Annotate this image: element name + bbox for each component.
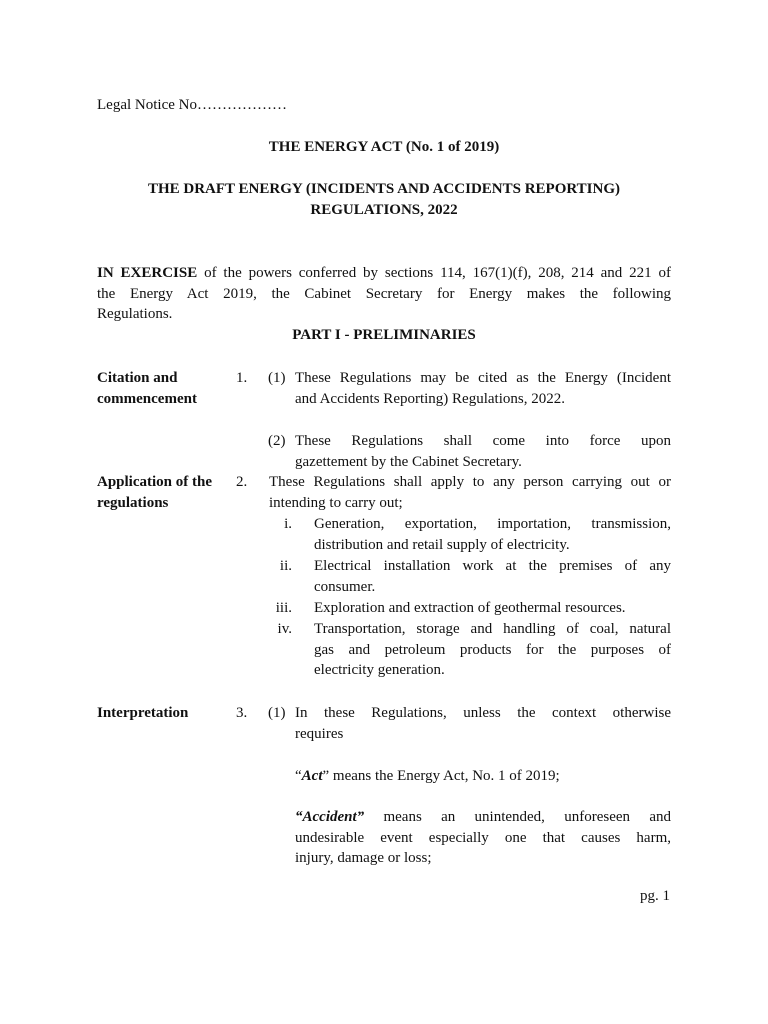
- list-item-line-1: Transportation, storage and handling of coal, natural: [314, 621, 671, 637]
- preamble-lead: IN EXERCISE: [97, 265, 198, 281]
- legal-notice: Legal Notice No………………: [97, 97, 287, 113]
- preamble-line-1-rest: of the powers conferred by sections 114, 167(1)(f), 208, 214 and 221 of: [197, 265, 671, 281]
- section-3-sub-1-label: (1): [268, 705, 286, 721]
- section-2-intro-line-1: These Regulations shall apply to any person carrying out or: [269, 474, 671, 490]
- definition-accident-line-3: injury, damage or loss;: [295, 850, 432, 867]
- list-item: [314, 514, 671, 555]
- list-item-line-1: Electrical installation work at the premises of any: [314, 558, 671, 574]
- preamble-line-1: [97, 263, 671, 284]
- page-number: pg. 1: [640, 888, 670, 904]
- list-item-line-3: electricity generation.: [314, 662, 445, 679]
- section-2-heading-line-1: Application of the: [97, 474, 213, 490]
- list-item: [314, 556, 671, 597]
- section-1-sub-1-line-2: and Accidents Reporting) Regulations, 2022.: [295, 390, 565, 407]
- section-3-number: 3.: [236, 705, 248, 721]
- section-2-intro-line-2: intending to carry out;: [269, 494, 403, 511]
- part-heading: PART I - PRELIMINARIES: [292, 327, 476, 343]
- section-3-heading: Interpretation: [97, 705, 189, 721]
- section-3-sub-1-text: [295, 703, 671, 744]
- section-1-sub-1-text: [295, 368, 671, 409]
- draft-title-line-1: THE DRAFT ENERGY (INCIDENTS AND ACCIDENTS REPORTING): [147, 181, 621, 197]
- list-item-number: i.: [284, 516, 292, 532]
- preamble-line-3: Regulations.: [97, 306, 173, 323]
- section-2-heading-line-2: regulations: [97, 494, 169, 511]
- section-1-number: 1.: [236, 370, 248, 386]
- definition-act-text: ” means the Energy Act, No. 1 of 2019;: [322, 768, 560, 784]
- list-item: [314, 598, 671, 619]
- list-item-number: iii.: [275, 600, 292, 616]
- list-item-number: iv.: [277, 621, 292, 637]
- act-title: THE ENERGY ACT (No. 1 of 2019): [268, 139, 500, 155]
- draft-title-line-2: REGULATIONS, 2022: [310, 202, 458, 218]
- section-1-sub-1-label: (1): [268, 370, 286, 386]
- section-1-sub-1-line-1: These Regulations may be cited as the Energy (Incident: [295, 370, 671, 386]
- section-1-heading: [97, 368, 197, 409]
- list-item-line-1: Exploration and extraction of geothermal resources.: [314, 600, 626, 616]
- definition-act: [295, 766, 560, 787]
- list-item-line-2: gas and petroleum products for the purposes of: [314, 641, 671, 658]
- definition-accident-line-2: undesirable event especially one that causes harm,: [295, 829, 671, 846]
- definition-accident-line-1: [295, 807, 671, 828]
- section-3-sub-1-line-1: In these Regulations, unless the context otherwise: [295, 705, 671, 721]
- definition-accident-term: “Accident”: [295, 809, 365, 825]
- section-2-intro: [269, 472, 671, 513]
- section-1-sub-2-line-2: gazettement by the Cabinet Secretary.: [295, 453, 522, 470]
- section-1-sub-2-label: (2): [268, 433, 286, 449]
- section-1-sub-2-text: [295, 431, 671, 472]
- list-item-number: ii.: [279, 558, 292, 574]
- list-item-line-2: distribution and retail supply of electricity.: [314, 536, 570, 553]
- section-1-sub-2-line-1: These Regulations shall come into force upon: [295, 433, 671, 449]
- section-2-number: 2.: [236, 474, 248, 490]
- section-3-sub-1-line-2: requires: [295, 725, 344, 742]
- definition-act-term: Act: [301, 768, 323, 784]
- definition-accident: [295, 807, 671, 869]
- list-item: [314, 619, 671, 681]
- definition-accident-line-1-rest: means an unintended, unforeseen and: [364, 809, 671, 825]
- list-item-line-1: Generation, exportation, importation, transmission,: [314, 516, 671, 532]
- preamble: [97, 263, 671, 325]
- list-item-line-2: consumer.: [314, 578, 376, 595]
- section-1-heading-line-1: Citation and: [97, 370, 178, 386]
- section-1-heading-line-2: commencement: [97, 390, 197, 407]
- preamble-line-2: the Energy Act 2019, the Cabinet Secretary for Energy makes the following: [97, 285, 671, 302]
- section-2-heading: [97, 472, 212, 513]
- definition-act-open-quote: “: [295, 768, 302, 784]
